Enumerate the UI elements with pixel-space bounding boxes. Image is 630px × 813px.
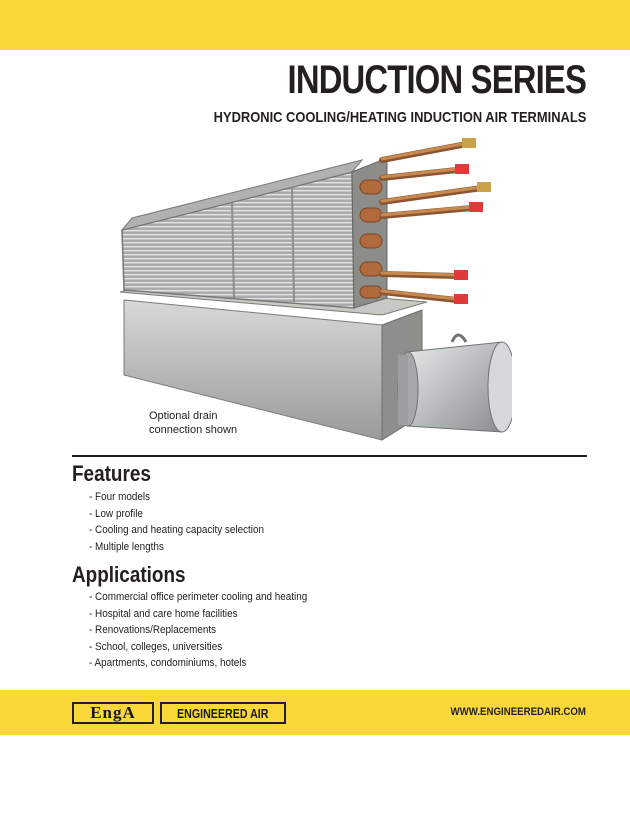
section-divider [72,455,587,457]
list-item: - Apartments, condominiums, hotels [89,657,247,669]
photo-caption [149,409,237,437]
engineered-air-logo [160,702,286,724]
page-subtitle: HYDRONIC COOLING/HEATING INDUCTION AIR TERMINALS [213,109,586,126]
list-item: - School, colleges, universities [89,640,223,653]
website-link[interactable]: WWW.ENGINEEREDAIR.COM [450,706,586,718]
list-item: - Cooling and heating capacity selection [89,524,265,536]
page-title: INDUCTION SERIES [287,58,586,102]
applications-heading: Applications [72,562,186,587]
engineered-air-logo-text: ENGINEERED AIR [177,705,269,721]
caption-line-1: Optional drain [149,410,218,422]
footer-band [0,690,630,735]
list-item: - Low profile [89,507,143,520]
top-yellow-band [0,0,630,50]
enga-logo: EngA [72,702,154,724]
product-photo [112,130,512,448]
features-heading: Features [72,461,151,486]
applications-list [89,589,307,672]
list-item: - Hospital and care home facilities [89,607,238,620]
features-list [89,489,264,555]
list-item: - Commercial office perimeter cooling and heating [89,591,308,603]
list-item: - Renovations/Replacements [89,624,217,636]
list-item: - Four models [89,491,151,503]
list-item: - Multiple lengths [89,540,164,553]
caption-line-2: connection shown [149,424,238,436]
